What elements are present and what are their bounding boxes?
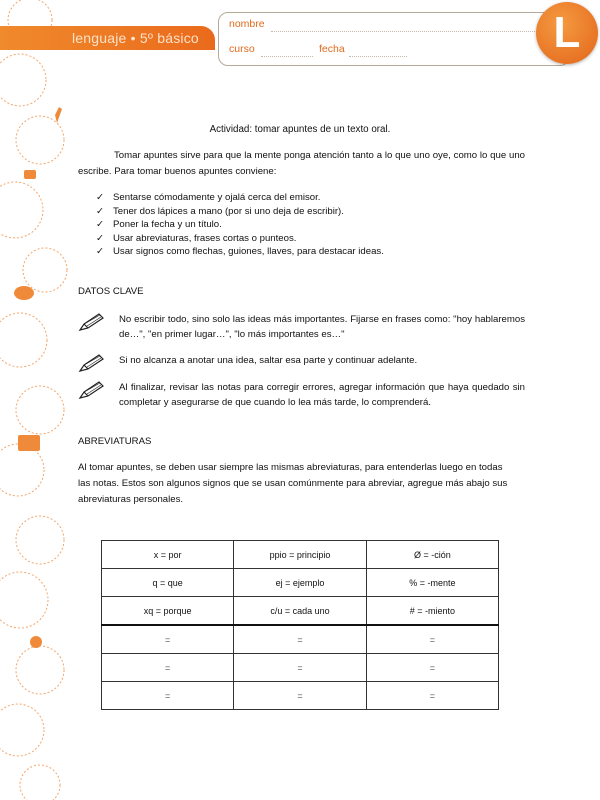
table-cell: Ø = -ción: [366, 541, 498, 569]
table-cell: x = por: [102, 541, 234, 569]
tips-checklist: [96, 191, 384, 259]
check-icon: ✓: [96, 219, 105, 231]
blank-cell[interactable]: =: [102, 654, 234, 682]
pencil-icon: [78, 312, 104, 332]
table-row: [102, 597, 499, 626]
stamp-icon: [24, 170, 36, 179]
table-row: [102, 625, 499, 654]
check-icon: ✓: [96, 192, 105, 203]
table-row: [102, 654, 499, 682]
microphone-icon: [30, 636, 42, 648]
blank-cell[interactable]: =: [234, 625, 366, 654]
name-field[interactable]: [271, 30, 561, 32]
abbreviations-heading: ABREVIATURAS: [78, 436, 152, 447]
checklist-text: Sentarse cómodamente y ojalá cerca del emisor.: [113, 192, 321, 203]
activity-title: Actividad: tomar apuntes de un texto oral.: [209, 124, 391, 135]
name-label: nombre: [229, 18, 265, 30]
table-cell: ppio = principio: [234, 541, 366, 569]
book-icon: [18, 435, 40, 451]
checklist-text: Usar abreviaturas, frases cortas o punteos.: [113, 232, 297, 244]
check-icon: ✓: [96, 246, 105, 258]
subject-label: lenguaje • 5º básico: [72, 30, 199, 46]
key-data-text: No escribir todo, sino solo las ideas más importantes. Fijarse en frases como: "hoy hablaremos de…", "en primer lugar…", "lo más importantes es…": [119, 314, 525, 340]
checklist-item: [96, 205, 384, 219]
key-data-text: Al finalizar, revisar las notas para corregir errores, agregar información que haya quedado sin completar y asegurarse de que cuando lo lea más tarde, lo comprenderá.: [119, 382, 525, 408]
table-cell: # = -miento: [366, 597, 498, 626]
table-row: [102, 569, 499, 597]
date-field[interactable]: [349, 55, 407, 57]
table-row: [102, 541, 499, 569]
blank-cell[interactable]: =: [366, 654, 498, 682]
checklist-item: [96, 218, 384, 232]
table-cell: ej = ejemplo: [234, 569, 366, 597]
blank-cell[interactable]: =: [234, 682, 366, 710]
checklist-text: Tener dos lápices a mano (por si uno deja de escribir).: [113, 205, 344, 217]
key-data-text: Si no alcanza a anotar una idea, saltar esa parte y continuar adelante.: [119, 355, 418, 366]
check-icon: ✓: [96, 205, 105, 217]
decorative-swirl-border: [0, 0, 70, 800]
checklist-text: Usar signos como flechas, guiones, llaves, para destacar ideas.: [113, 246, 384, 258]
intro-section: [78, 148, 525, 180]
course-label: curso: [229, 43, 255, 55]
key-data-item: [78, 312, 525, 342]
quill-icon: [55, 107, 62, 123]
abbreviations-section: [78, 460, 508, 508]
checklist-text: Poner la fecha y un título.: [113, 219, 222, 231]
checklist-item: [96, 232, 384, 246]
table-cell: % = -mente: [366, 569, 498, 597]
blank-cell[interactable]: =: [102, 625, 234, 654]
abbreviations-paragraph: Al tomar apuntes, se deben usar siempre las mismas abreviaturas, para entenderlas luego en todas las notas. Estos son algunos signos que se usan comúnmente para abreviar, agregue más abajo sus abreviaturas personales.: [78, 462, 508, 505]
table-row: [102, 682, 499, 710]
check-icon: ✓: [96, 232, 105, 244]
blank-cell[interactable]: =: [102, 682, 234, 710]
pencil-icon: [78, 353, 104, 373]
date-label: fecha: [319, 43, 345, 55]
table-cell: xq = porque: [102, 597, 234, 626]
key-data-item: [78, 380, 525, 410]
table-cell: q = que: [102, 569, 234, 597]
blank-cell[interactable]: =: [234, 654, 366, 682]
blank-cell[interactable]: =: [366, 682, 498, 710]
table-cell: c/u = cada uno: [234, 597, 366, 626]
key-data-heading: DATOS CLAVE: [78, 286, 144, 297]
key-data-item: [78, 353, 525, 368]
subject-band: [0, 26, 215, 50]
intro-paragraph: Tomar apuntes sirve para que la mente ponga atención tanto a lo que uno oye, como lo que uno escribe. Para tomar buenos apuntes conviene:: [78, 150, 525, 177]
language-badge: L: [536, 2, 598, 64]
abbreviations-table: [101, 540, 499, 710]
student-info-box: [218, 12, 570, 66]
checklist-item: [96, 191, 384, 205]
speech-bubble-icon: [14, 286, 34, 300]
blank-cell[interactable]: =: [366, 625, 498, 654]
checklist-item: [96, 245, 384, 259]
pencil-icon: [78, 380, 104, 400]
course-field[interactable]: [261, 55, 313, 57]
